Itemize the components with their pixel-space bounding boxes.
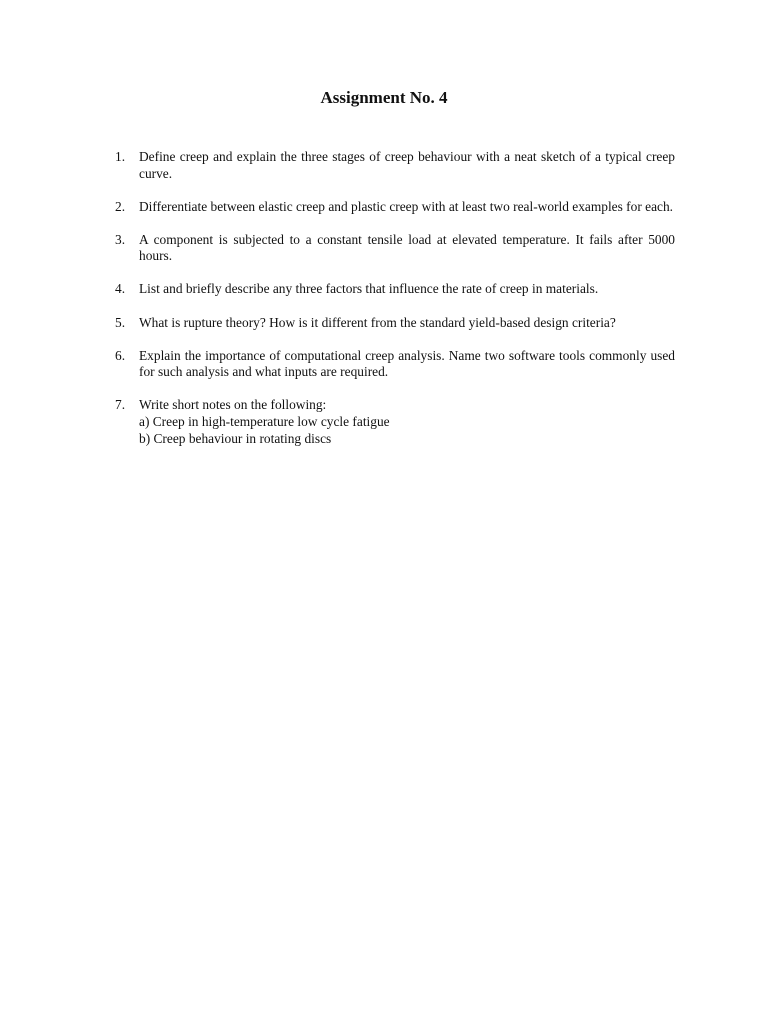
question-number: 1. [115, 149, 126, 164]
question-number: 6. [115, 347, 126, 363]
question-text: List and briefly describe any three factors that influence the rate of creep in materials. [139, 281, 599, 297]
sub-question: b) Creep behaviour in rotating discs [139, 430, 332, 446]
question-item [112, 348, 675, 381]
question-number: 3. [115, 231, 126, 247]
question-item [112, 281, 675, 298]
question-item [112, 397, 675, 447]
question-number: 5. [115, 314, 126, 330]
question-text: Define creep and explain the three stages of creep behaviour with a neat sketch of a typical creep curve. [139, 149, 675, 181]
question-number: 4. [115, 281, 126, 297]
question-text: Differentiate between elastic creep and plastic creep with at least two real-world examples for each. [139, 198, 674, 214]
question-body [139, 232, 675, 265]
question-text: Write short notes on the following: [139, 397, 327, 413]
question-text: A component is subjected to a constant tensile load at elevated temperature. It fails after 5000 hours. [139, 231, 675, 264]
question-body [139, 199, 675, 216]
question-number: 7. [115, 397, 126, 413]
question-body [139, 315, 675, 332]
question-item [112, 232, 675, 265]
question-item [112, 315, 675, 332]
sub-question: a) Creep in high-temperature low cycle fatigue [139, 413, 390, 429]
question-text: What is rupture theory? How is it different from the standard yield-based design criteria? [139, 314, 616, 330]
question-item [112, 149, 675, 182]
assignment-title: Assignment No. 4 [320, 88, 448, 107]
question-body [139, 149, 675, 182]
question-body [139, 397, 675, 447]
question-text: Explain the importance of computational creep analysis. Name two software tools commonly used for such analysis and what inputs are required. [139, 347, 675, 380]
question-number: 2. [115, 198, 126, 214]
question-body [139, 281, 675, 298]
question-list [112, 149, 675, 464]
question-body [139, 348, 675, 381]
question-item [112, 199, 675, 216]
